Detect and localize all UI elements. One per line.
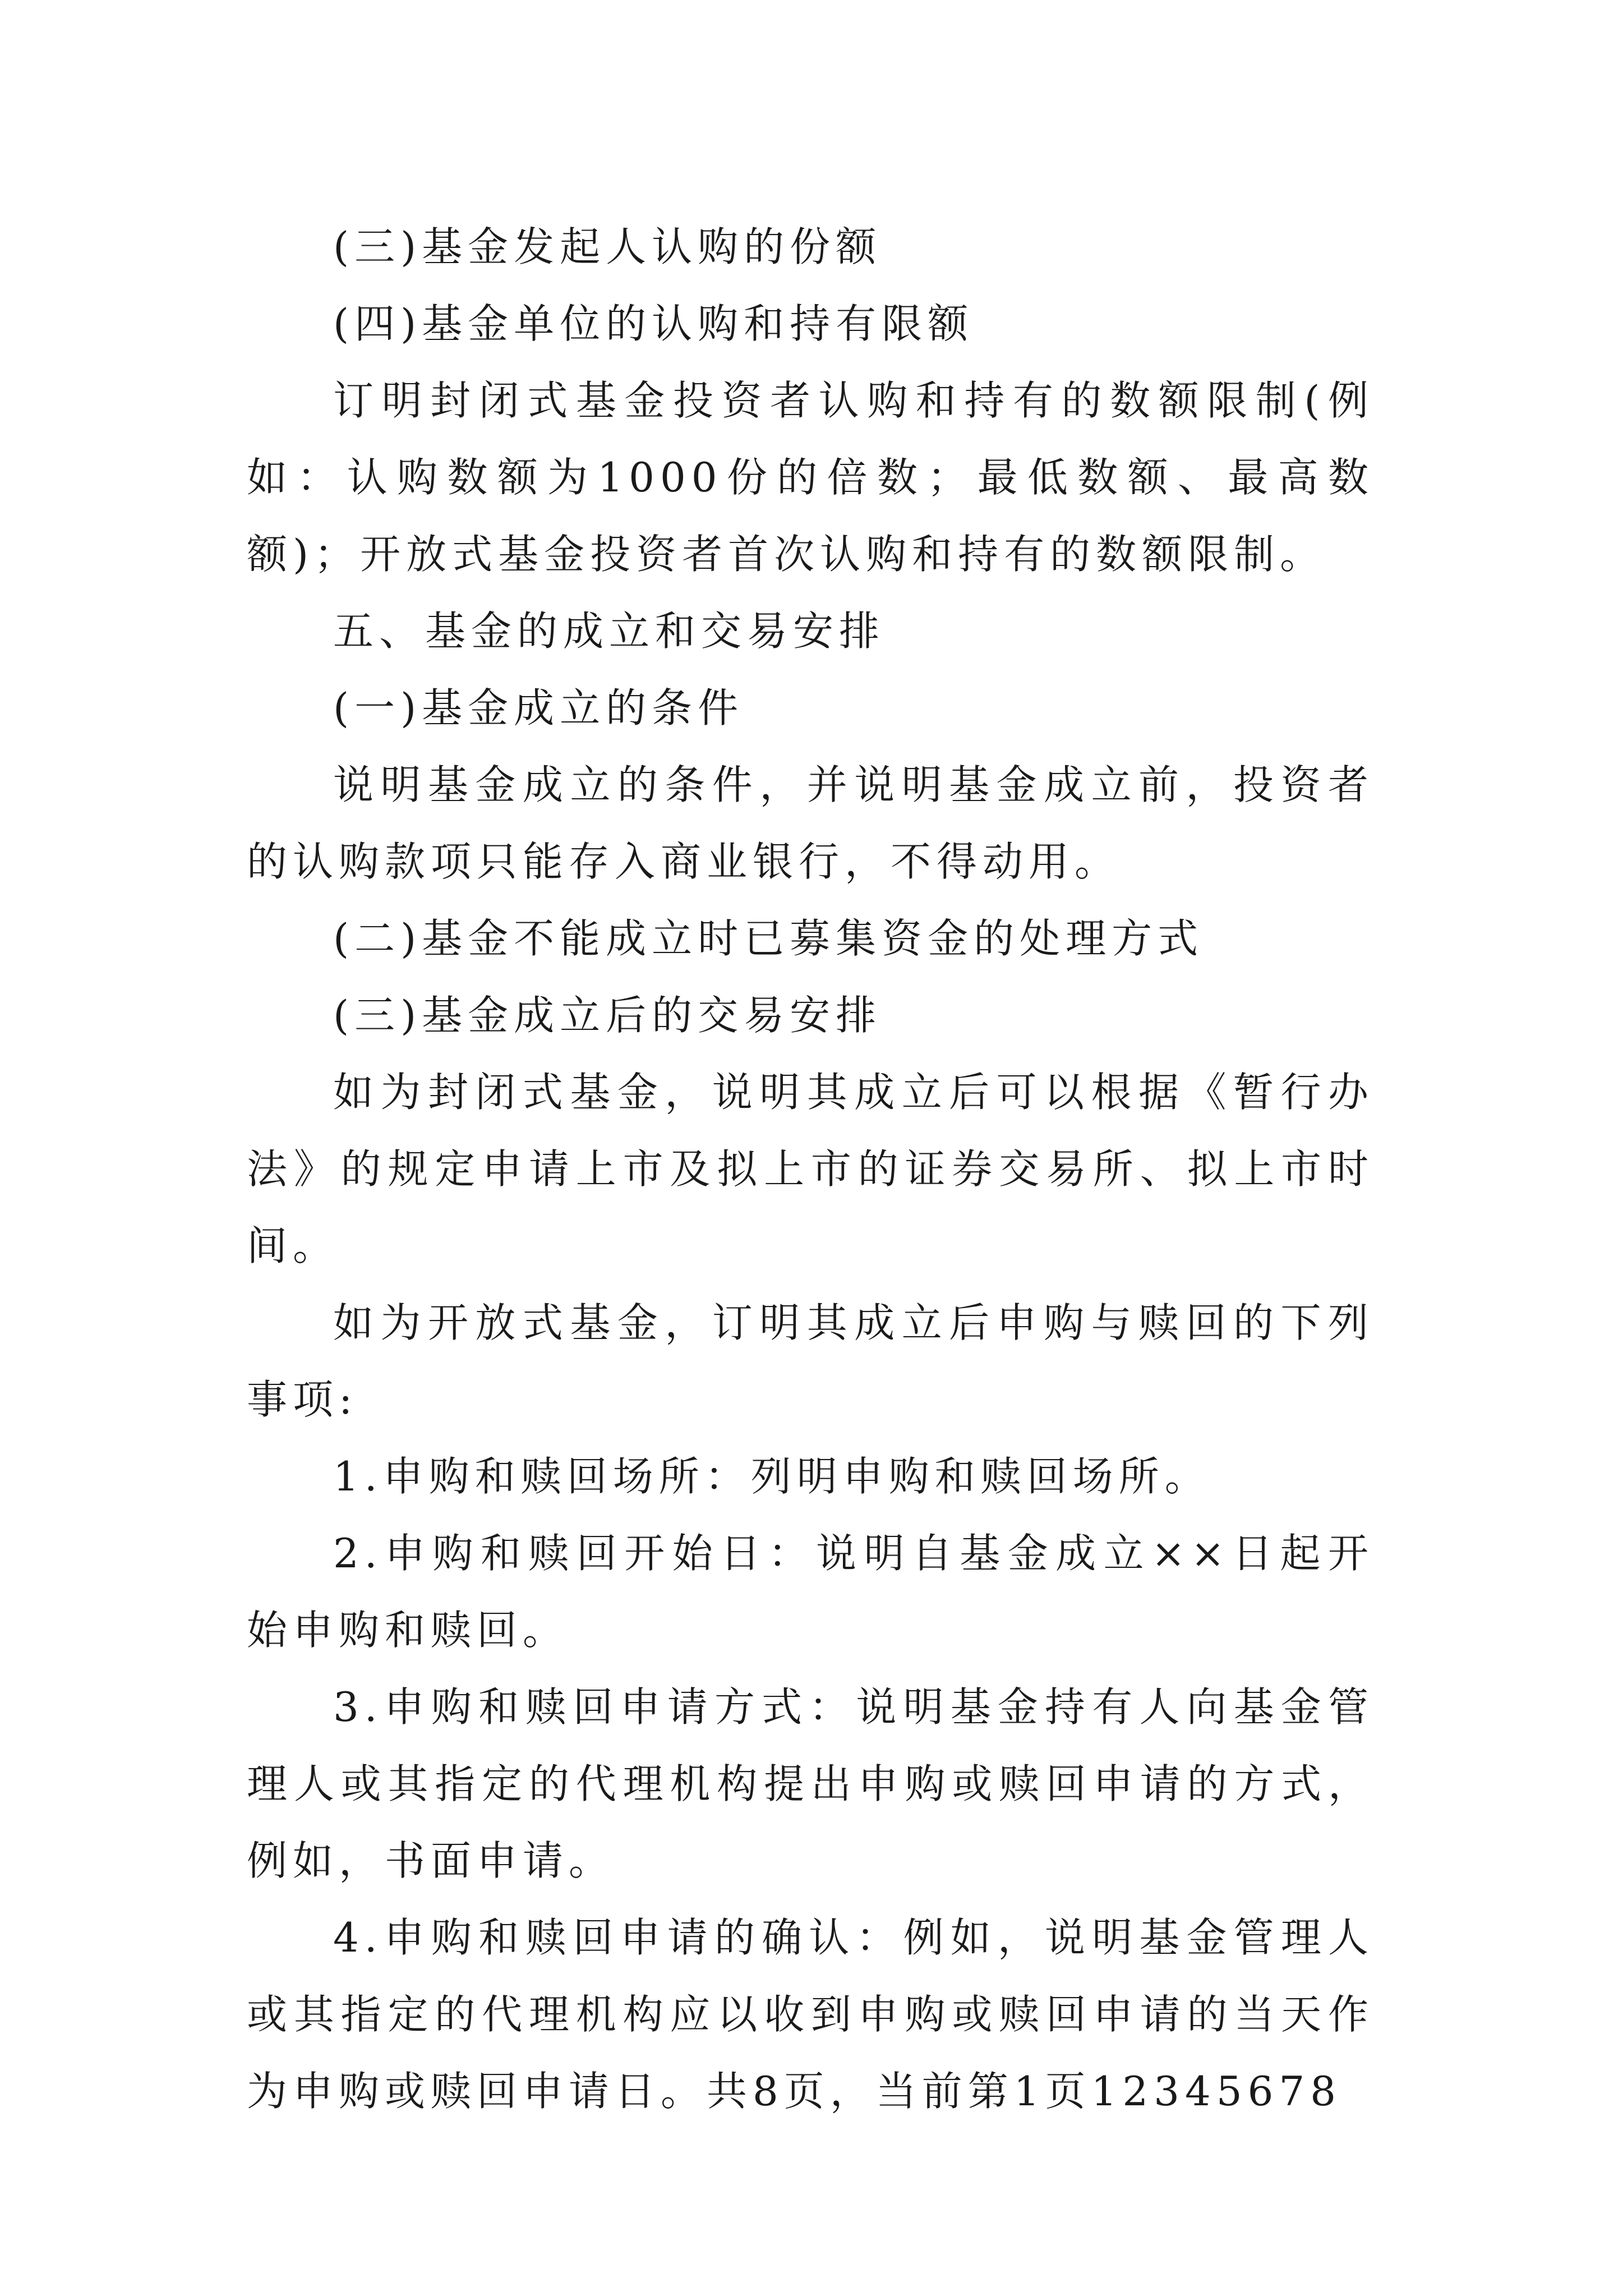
paragraph-failed-establishment-heading: (二)基金不能成立时已募集资金的处理方式 (333, 915, 1204, 962)
section-heading-fund-establishment: 五、基金的成立和交易安排 (333, 608, 886, 655)
paragraph-open-end-intro: 如为开放式基金，订明其成立后申购与赎回的下列事项: (247, 1299, 1374, 1423)
body-text (247, 209, 1374, 2130)
list-item-redemption-confirmation: 4.申购和赎回申请的确认：例如，说明基金管理人或其指定的代理机构应以收到申购或赎回申请的当天作为申购或赎回申请日。共8页，当前第1页12345678 (247, 1914, 1374, 2115)
list-item-redemption-application-method: 3.申购和赎回申请方式：说明基金持有人向基金管理人或其指定的代理机构提出申购或赎回申请的方式，例如，书面申请。 (247, 1683, 1374, 1884)
list-item-redemption-start-date: 2.申购和赎回开始日：说明自基金成立××日起开始申购和赎回。 (247, 1530, 1374, 1654)
list-item-redemption-venue: 1.申购和赎回场所：列明申购和赎回场所。 (333, 1453, 1211, 1500)
paragraph-closed-end-listing: 如为封闭式基金，说明其成立后可以根据《暂行办法》的规定申请上市及拟上市的证券交易所、拟上市时间。 (247, 1069, 1374, 1269)
paragraph-subscription-limit-body: 订明封闭式基金投资者认购和持有的数额限制(例如：认购数额为1000份的倍数；最低数额、最高数额)；开放式基金投资者首次认购和持有的数额限制。 (247, 377, 1374, 578)
paragraph-establishment-conditions-heading: (一)基金成立的条件 (333, 684, 744, 731)
paragraph-trading-arrangement-heading: (三)基金成立后的交易安排 (333, 992, 882, 1039)
paragraph-establishment-conditions-body: 说明基金成立的条件，并说明基金成立前，投资者的认购款项只能存入商业银行，不得动用。 (247, 761, 1374, 885)
paragraph-subscription-share: (三)基金发起人认购的份额 (333, 223, 882, 270)
paragraph-subscription-limit-heading: (四)基金单位的认购和持有限额 (333, 300, 974, 347)
